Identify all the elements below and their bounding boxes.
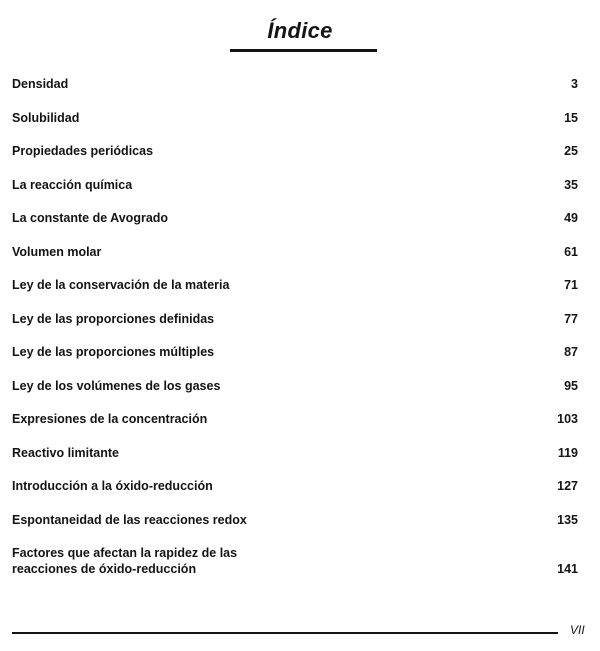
toc-entry-title: Ley de las proporciones definidas	[12, 311, 215, 326]
toc-entry-page: 35	[564, 177, 578, 192]
toc-entry	[12, 512, 580, 528]
toc-entry	[12, 344, 580, 360]
toc-entry-title: Ley de los volúmenes de los gases	[12, 378, 221, 393]
toc-entry-title: Propiedades periódicas	[12, 144, 154, 158]
page-title: Índice	[267, 18, 333, 43]
toc-entry-page: 95	[564, 378, 578, 393]
toc-entry-page: 25	[564, 144, 578, 158]
toc-entry-page: 119	[557, 445, 578, 460]
toc-entry-page: 15	[564, 110, 578, 125]
toc-entry-page: 3	[571, 77, 578, 91]
toc-entry-title: Reactivo limitante	[12, 445, 119, 460]
toc-entry-title: Ley de la conservación de la materia	[12, 278, 230, 292]
toc-entry	[12, 76, 580, 92]
toc-entry-title: Introducción a la óxido-reducción	[12, 479, 213, 493]
title-underline	[230, 49, 377, 52]
toc-entry	[12, 311, 580, 327]
toc-entry	[12, 378, 580, 394]
toc-entry-page: 103	[557, 412, 578, 426]
toc-entry	[12, 545, 580, 577]
toc-entry-page: 135	[557, 512, 578, 527]
toc-entry	[12, 478, 580, 494]
toc-entry	[12, 244, 580, 260]
toc-entry-title: Solubilidad	[12, 110, 80, 125]
toc-entry-page: 71	[564, 278, 578, 292]
toc-entry	[12, 210, 580, 226]
toc-entry	[12, 177, 580, 193]
toc-entry-title: Volumen molar	[12, 244, 102, 259]
footer-rule	[12, 632, 558, 634]
toc-entry-title: Factores que afectan la rapidez de las reacciones de óxido-reducción	[12, 546, 238, 576]
table-of-contents	[12, 76, 580, 595]
toc-entry-title: La reacción química	[12, 177, 133, 192]
toc-entry-title: Densidad	[12, 77, 69, 91]
toc-entry-title: La constante de Avogrado	[12, 211, 169, 225]
toc-entry-title: Ley de las proporciones múltiples	[12, 345, 215, 359]
toc-entry	[12, 445, 580, 461]
toc-entry	[12, 110, 580, 126]
toc-entry	[12, 143, 580, 159]
toc-entry-page: 49	[564, 211, 578, 225]
toc-entry-page: 127	[557, 479, 578, 493]
toc-entry	[12, 411, 580, 427]
toc-entry-page: 77	[564, 311, 578, 326]
toc-entry-title: Espontaneidad de las reacciones redox	[12, 512, 247, 527]
toc-entry	[12, 277, 580, 293]
toc-entry-page: 141	[557, 562, 578, 576]
toc-entry-page: 87	[564, 345, 578, 359]
footer-page-number: VII	[570, 623, 585, 637]
toc-entry-title: Expresiones de la concentración	[12, 412, 208, 426]
toc-entry-page: 61	[564, 244, 578, 259]
